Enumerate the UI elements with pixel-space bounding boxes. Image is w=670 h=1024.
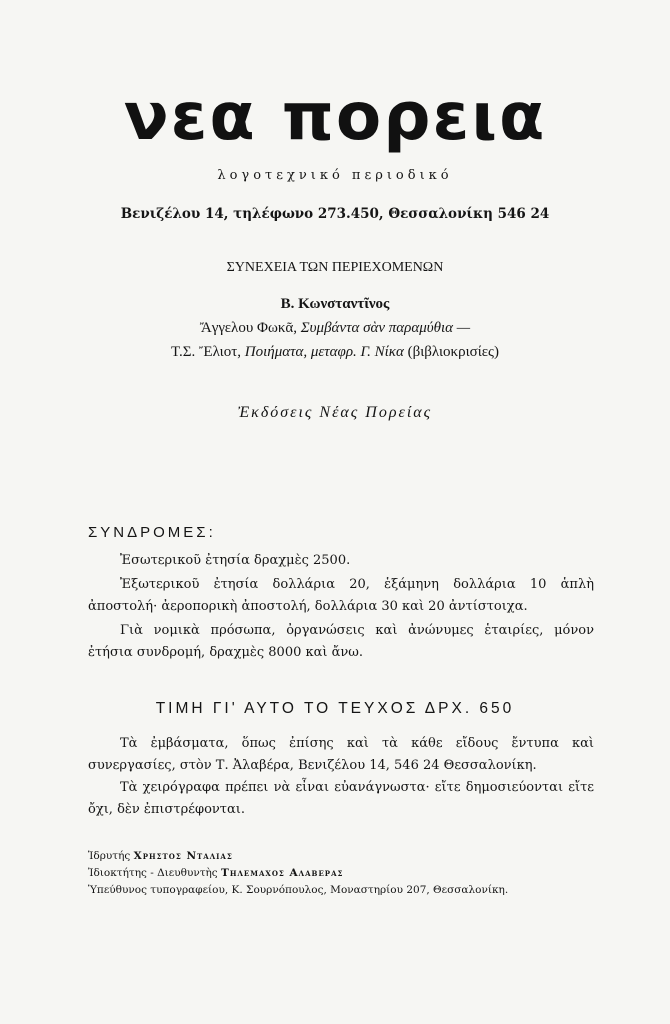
subscriptions-heading: ΣΥΝΔΡΟΜΕΣ:	[88, 524, 216, 541]
imprint-owner: Ἰδιοκτήτης - Διευθυντὴς Τηλεμαχος Αλαβερας	[88, 867, 344, 879]
issue-price: ΤΙΜΗ ΓΙ' ΑΥΤΟ ΤΟ ΤΕΥΧΟΣ ΔΡΧ. 650	[155, 700, 515, 717]
magazine-subtitle: λογοτεχνικό περιοδικό	[217, 168, 453, 183]
subscription-domestic: Ἐσωτερικοῦ ἐτησία δραχμὲς 2500.	[120, 553, 351, 568]
magazine-title: νεα πορεια	[123, 78, 547, 155]
review-2-note: (βιβλιοκρισίες)	[403, 344, 499, 360]
contents-review-line-2	[0, 344, 670, 361]
review-1-author: Ἄγγελου Φωκᾶ,	[199, 320, 301, 336]
review-1-title: Συμβάντα σὰν παραμύθια —	[300, 320, 471, 336]
subscription-foreign: Ἐξωτερικοῦ ἐτησία δολλάρια 20, ἑξάμηνη δολλάρια 10 ἁπλὴ ἀποστολή· ἀεροπορικὴ ἀποστολή, δολλάρια 30 καὶ 20 ἀντίστοιχα.	[88, 577, 594, 614]
contents-review-line-1	[0, 320, 670, 337]
publisher-line: Ἐκδόσεις Νέας Πορείας	[237, 404, 433, 421]
subscription-organizations: Γιὰ νομικὰ πρόσωπα, ὀργανώσεις καὶ ἀνώνυμες ἑταιρίες, μόνον ἐτήσια συνδρομή, δραχμὲς 8000 καὶ ἄνω.	[88, 623, 594, 660]
payments-notice: Τὰ ἐμβάσματα, ὅπως ἐπίσης καὶ τὰ κάθε εἴδους ἔντυπα καὶ συνεργασίες, στὸν Τ. Ἀλαβέρα, Βενιζέλου 14, 546 24 Θεσσαλονίκη.	[88, 736, 594, 773]
contents-heading: ΣΥΝΕΧΕΙΑ ΤΩΝ ΠΕΡΙΕΧΟΜΕΝΩΝ	[226, 260, 444, 275]
magazine-address: Βενιζέλου 14, τηλέφωνο 273.450, Θεσσαλονίκη 546 24	[120, 206, 550, 222]
imprint-founder: Ἱδρυτής Χρηστος Νταλιας	[88, 850, 233, 862]
imprint-footer	[88, 848, 608, 899]
manuscripts-notice: Τὰ χειρόγραφα πρέπει νὰ εἶναι εὐανάγνωστα· εἴτε δημοσιεύονται εἴτε ὄχι, δὲν ἐπιστρέφονται.	[88, 780, 594, 817]
review-2-title: Ποιήματα, μεταφρ. Γ. Νίκα	[244, 344, 404, 360]
contents-author: Β. Κωνσταντῖνος	[280, 296, 390, 312]
imprint-printer: Ὑπεύθυνος τυπογραφείου, Κ. Σουρνόπουλος, Μοναστηρίου 207, Θεσσαλονίκη.	[88, 884, 509, 896]
review-2-author: Τ.Σ. Ἔλιοτ,	[171, 344, 245, 360]
